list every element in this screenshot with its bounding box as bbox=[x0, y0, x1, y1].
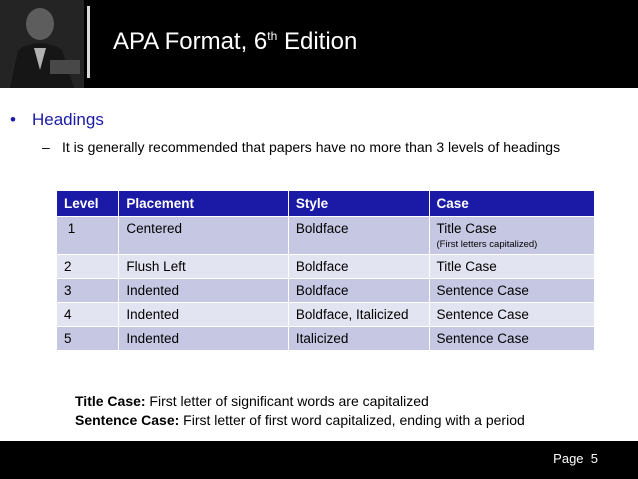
sub-bullet-marker: – bbox=[42, 139, 50, 155]
header-divider bbox=[87, 6, 90, 78]
businessman-photo bbox=[0, 0, 84, 88]
cell-style: Boldface bbox=[288, 255, 429, 279]
header-placement: Placement bbox=[119, 191, 289, 217]
bullet-text: Headings bbox=[32, 110, 104, 129]
sentence-case-definition: Sentence Case: First letter of first word capitalized, ending with a period bbox=[75, 412, 525, 428]
table-row bbox=[57, 279, 595, 303]
cell-case bbox=[429, 217, 594, 255]
cell-case: Sentence Case bbox=[429, 279, 594, 303]
sub-bullet-text: It is generally recommended that papers have no more than 3 levels of headings bbox=[62, 139, 561, 155]
table-row bbox=[57, 303, 595, 327]
cell-placement: Flush Left bbox=[119, 255, 289, 279]
cell-placement: Indented bbox=[119, 327, 289, 351]
cell-level: 1 bbox=[57, 217, 119, 255]
cell-style: Italicized bbox=[288, 327, 429, 351]
case-note: (First letters capitalized) bbox=[436, 239, 538, 250]
cell-placement: Centered bbox=[119, 217, 289, 255]
cell-level: 2 bbox=[57, 255, 119, 279]
cell-style: Boldface, Italicized bbox=[288, 303, 429, 327]
slide-header bbox=[0, 0, 638, 88]
table-row bbox=[57, 327, 595, 351]
case-legend bbox=[75, 392, 525, 430]
cell-style: Boldface bbox=[288, 279, 429, 303]
table-row bbox=[57, 255, 595, 279]
case-text: Title Case bbox=[436, 221, 497, 236]
table-row bbox=[57, 217, 595, 255]
cell-level: 3 bbox=[57, 279, 119, 303]
cell-level: 4 bbox=[57, 303, 119, 327]
page-number: Page 5 bbox=[553, 451, 598, 466]
slide-title: APA Format, 6th Edition bbox=[113, 28, 358, 55]
table-header-row bbox=[57, 191, 595, 217]
header-style: Style bbox=[288, 191, 429, 217]
sub-bullet bbox=[42, 138, 602, 157]
header-case: Case bbox=[429, 191, 594, 217]
cell-style: Boldface bbox=[288, 217, 429, 255]
bullet-marker: • bbox=[10, 110, 16, 129]
cell-case: Title Case bbox=[429, 255, 594, 279]
cell-placement: Indented bbox=[119, 303, 289, 327]
bullet-headings bbox=[10, 110, 104, 130]
title-case-definition: Title Case: First letter of significant words are capitalized bbox=[75, 393, 429, 409]
cell-placement: Indented bbox=[119, 279, 289, 303]
cell-case: Sentence Case bbox=[429, 327, 594, 351]
cell-level: 5 bbox=[57, 327, 119, 351]
cell-case: Sentence Case bbox=[429, 303, 594, 327]
apa-headings-table bbox=[57, 191, 595, 350]
header-level: Level bbox=[57, 191, 119, 217]
slide-footer bbox=[0, 441, 638, 479]
